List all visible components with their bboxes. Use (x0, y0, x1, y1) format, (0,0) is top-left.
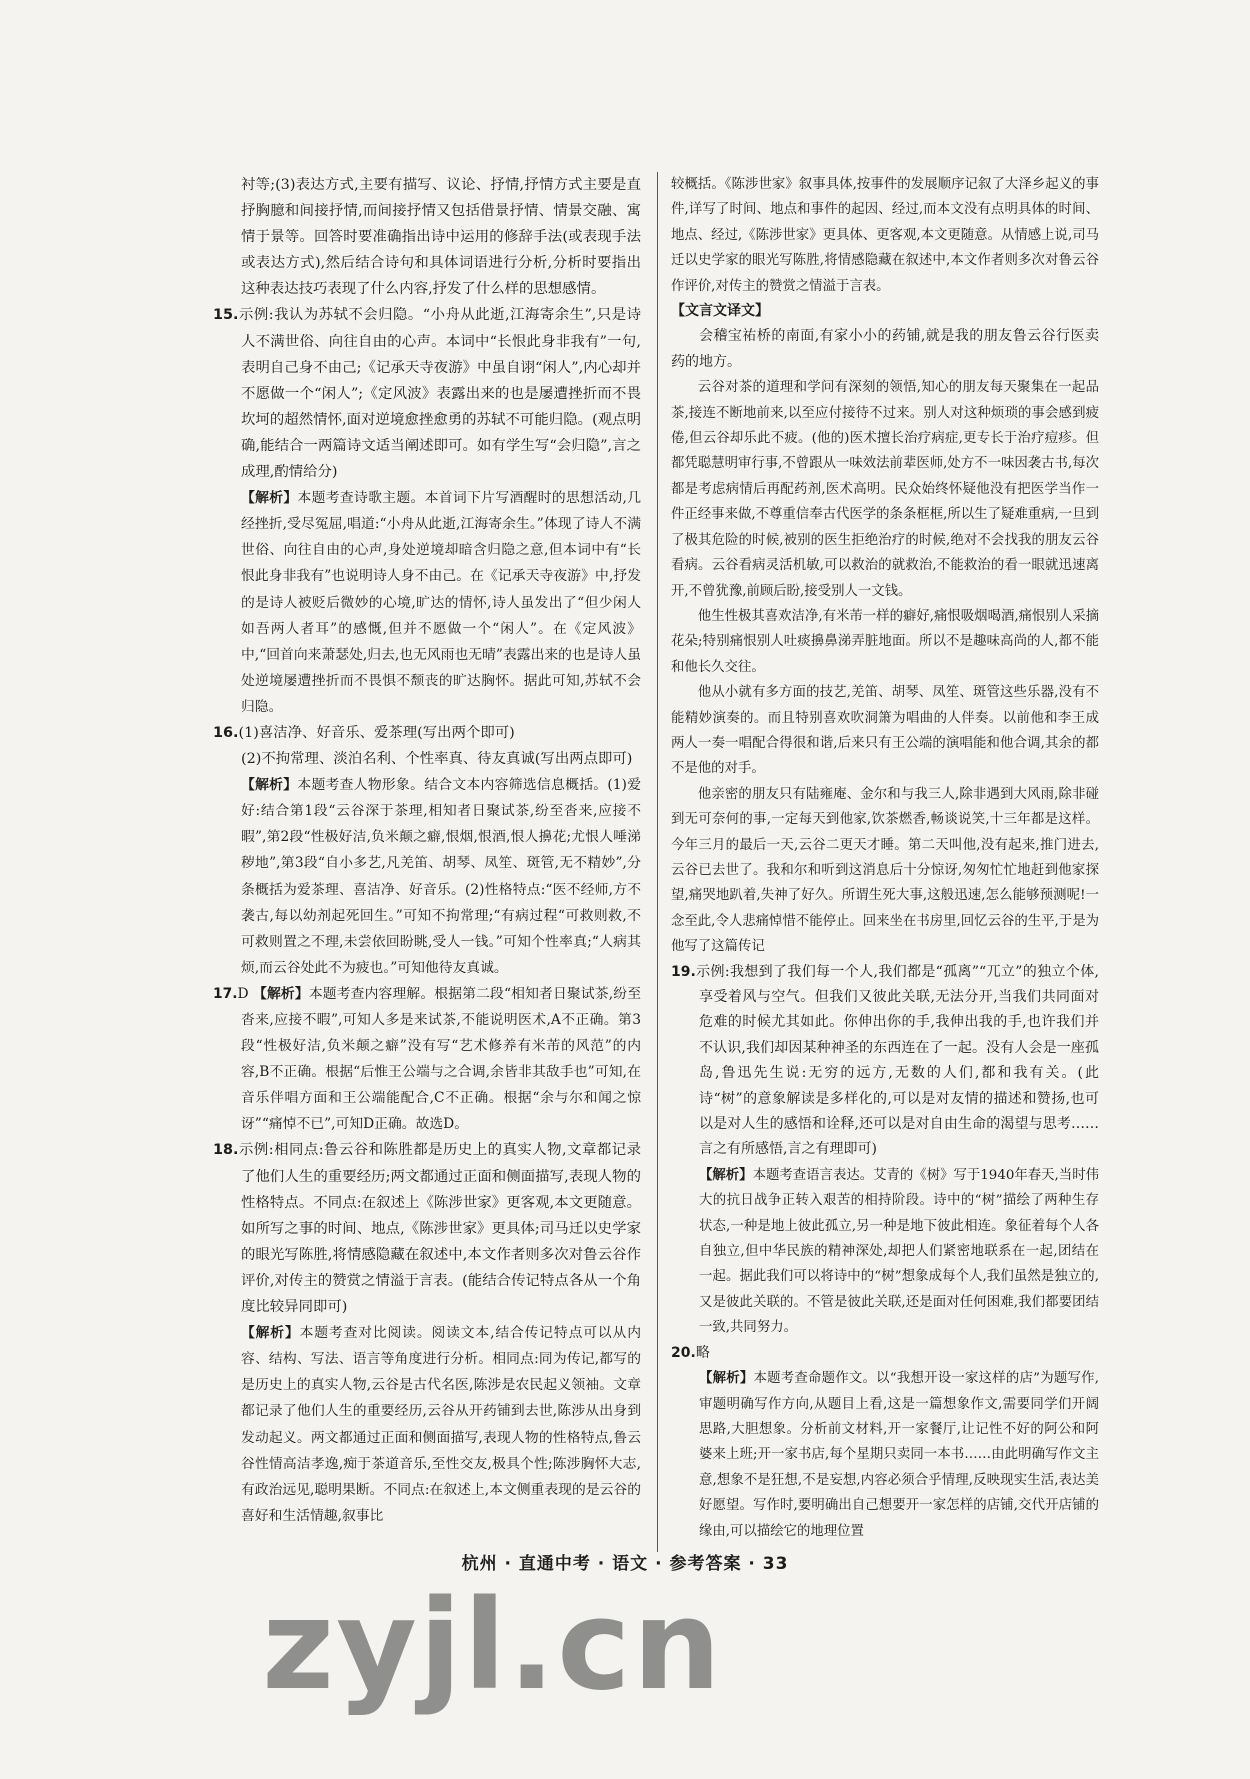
q18-analysis-continued: 较概括。《陈涉世家》叙事具体,按事件的发展顺序记叙了大泽乡起义的事件,详写了时间、地点和事件的起因、经过,而本文没有点明具体的时间、地点、经过,《陈涉世家》更具体、更客观,本文更随意。从情感上说,司马迁以史学家的眼光写陈胜,将情感隐藏在叙述中,本文作者则多次对鲁云谷作评价,对传主的赞赏之情溢于言表。 (671, 177, 1099, 294)
q15-analysis-label: 【解析】 (241, 490, 298, 507)
q18-analysis-label: 【解析】 (241, 1325, 300, 1342)
left-column (213, 172, 641, 1529)
q16-answer-1: (1)喜洁净、好音乐、爱茶理(写出两个即可) (238, 724, 515, 741)
q16-number: 16. (213, 724, 239, 741)
q19-answer (671, 960, 1099, 1163)
q15-analysis-text: 本题考查诗歌主题。本首词下片写酒醒时的思想活动,几经挫折,受尽冤屈,唱道:“小舟从此逝,江海寄余生。”体现了诗人不满世俗、向往自由的心声,身处逆境却暗含归隐之意,但本词中有“长恨此身非我有”也说明诗人身不由己。在《记承天寺夜游》中,抒发的是诗人被贬后微妙的心境,旷达的情怀,诗人虽发出了“但少闲人如吾两人者耳”的感慨,但并不愿做一个“闲人”。在《定风波》中,“回首向来萧瑟处,归去,也无风雨也无晴”表露出来的也是诗人虽处逆境屡遭挫折而不畏惧不颓丧的旷达胸怀。据此可知,苏轼不会归隐。 (241, 490, 641, 715)
translation-paragraph-2: 云谷对茶的道理和学问有深刻的领悟,知心的朋友每天聚集在一起品茶,接连不断地前来,以至应付接待不过来。别人对这种烦琐的事会感到疲倦,但云谷却乐此不疲。(他的)医术擅长治疗病症,更专长于治疗痘疹。但都凭聪慧明审行事,不曾跟从一味效法前辈医师,处方不一味因袭古书,每次都是考虑病情后再配药剂,医术高明。民众始终怀疑他没有把医学当作一件正经事来做,不尊重信奉古代医学的条条框框,所以生了疑难重病,一旦到了极其危险的时候,被别的医生拒绝治疗的时候,绝对不会找我的朋友云谷看病。云谷看病灵活机敏,可以救治的就救治,不能救治的看一眼就迅速离开,不曾犹豫,前顾后盼,接受别人一文钱。 (671, 380, 1099, 599)
q19-text: 示例:我想到了我们每一个人,我们都是“孤离”“兀立”的独立个体,享受着风与空气。但我们又彼此关联,无法分开,当我们共同面对危难的时候尤其如此。你伸出你的手,我伸出我的手,也许我们并不认识,我们却因某种神圣的东西连在了一起。没有人会是一座孤岛,鲁迅先生说:无穷的远方,无数的人们,都和我有关。(此诗“树”的意象解读是多样化的,可以是对友情的描述和赞扬,也可以是对人生的感悟和诠释,还可以是对自由生命的渴望与思考……言之有所感悟,言之有理即可) (695, 963, 1099, 1158)
q16-answer-2: (2)不拘常理、淡泊名利、个性率真、待友真诚(写出两点即可) (241, 751, 633, 768)
q15-number: 15. (213, 307, 239, 324)
q18-analysis-text: 本题考查对比阅读。阅读文本,结合传记特点可以从内容、结构、写法、语言等角度进行分析。相同点:同为传记,都写的是历史上的真实人物,云谷是古代名医,陈涉是农民起义领袖。文章都记录了他们人生的重要经历,云谷从开药铺到去世,陈涉从出身到发动起义。两文都通过正面和侧面描写,表现人物的性格特点,鲁云谷性情高洁孝逸,痴于茶道音乐,至性交友,极具个性;陈涉胸怀大志,有政治远见,聪明果断。不同点:在叙述上,本文侧重表现的是云谷的喜好和生活情趣,叙事比 (241, 1325, 641, 1524)
q20-answer (671, 1341, 1099, 1366)
q16-analysis-text: 本题考查人物形象。结合文本内容筛选信息概括。(1)爱好:结合第1段“云谷深于茶理,相知者日聚试茶,纷至沓来,应接不暇”,第2段“性极好洁,负米颠之癖,恨烟,恨酒,恨人擤花;尤恨人唾涕秽地”,第3段“自小多艺,凡羌笛、胡琴、凤笙、斑管,无不精妙”,分条概括为爱茶理、喜洁净、好音乐。(2)性格特点:“医不经师,方不袭古,每以幼剂起死回生。”可知不拘常理;“有病过程“可救则救,不可救则置之不理,未尝依回盼眺,受人一钱。”可知个性率真;“人病其烦,而云谷处此不为疲也。”可知他待友真诚。 (241, 777, 642, 976)
q18-number: 18. (213, 1142, 239, 1159)
watermark-logo: zyjl.cn (262, 1574, 723, 1718)
translation-paragraph-5: 他亲密的朋友只有陆雍庵、金尔和与我三人,除非遇到大风雨,除非碰到无可奈何的事,一定每天到他家,饮茶燃香,畅谈说笑,十三年都是这样。今年三月的最后一天,云谷二更天才睡。第二天叫他,没有起来,推门进去,云谷已去世了。我和尔和听到这消息后十分惊讶,匆匆忙忙地赶到他家探望,痛哭地趴着,失神了好久。所谓生死大事,这般迅速,怎么能够预测呢!一念至此,令人悲痛悼惜不能停止。回来坐在书房里,回忆云谷的生平,于是为他写了这篇传记 (671, 786, 1099, 955)
q19-number: 19. (671, 963, 696, 980)
q20-analysis (671, 1366, 1099, 1544)
q20-analysis-text: 本题考查命题作文。以“我想开设一家这样的店”为题写作,审题明确写作方向,从题目上看,这是一篇想象作文,需要同学们开阔思路,大胆想象。分析前文材料,开一家餐厅,让记性不好的阿公和阿婆来上班;开一家书店,每个星期只卖同一本书……由此明确写作文主意,想象不是狂想,不是妄想,内容必须合乎情理,反映现实生活,表达美好愿望。写作时,要明确出自己想要开一家怎样的店铺,交代开店铺的缘由,可以描绘它的地理位置 (699, 1371, 1099, 1539)
q17-answer (213, 981, 641, 1138)
q18-analysis (213, 1320, 641, 1529)
q15-analysis (213, 485, 641, 720)
q19-analysis-text: 本题考查语言表达。艾青的《树》写于1940年春天,当时伟大的抗日战争正转入艰苦的相持阶段。诗中的“树”描绘了两种生存状态,一种是地上彼此孤立,另一种是地下彼此相连。象征着每个人各自独立,但中华民族的精神深处,却把人们紧密地联系在一起,团结在一起。据此我们可以将诗中的“树”想象成每个人,我们虽然是独立的,又是彼此关联的。不管是彼此关联,还是面对任何困难,我们都要团结一致,共同努力。 (699, 1167, 1099, 1336)
q16-answer (213, 720, 641, 746)
q16-analysis (213, 772, 641, 981)
q19-analysis (671, 1163, 1099, 1341)
right-column (671, 172, 1099, 1544)
translation-title: 【文言文译文】 (671, 303, 769, 320)
q18-answer (213, 1137, 641, 1320)
q17-choice: D (237, 985, 249, 1002)
page-footer: 杭州 · 直通中考 · 语文 · 参考答案 · 33 (461, 1554, 789, 1574)
q15-text: 示例:我认为苏轼不会归隐。“小舟从此逝,江海寄余生”,只是诗人不满世俗、向往自由的心声。本词中“长恨此身非我有”一句,表明自己身不由己;《记承天寺夜游》中虽自诩“闲人”,内心却并不愿做一个“闲人”;《定风波》表露出来的也是屡遭挫折而不畏坎坷的超然情怀,面对逆境愈挫愈勇的苏轼不可能归隐。(观点明确,能结合一两篇诗文适当阐述即可。如有学生写“会归隐”,言之成理,酌情给分) (238, 307, 641, 481)
q18-text: 示例:相同点:鲁云谷和陈胜都是历史上的真实人物,文章都记录了他们人生的重要经历;两文都通过正面和侧面描写,表现人物的性格特点。不同点:在叙述上《陈涉世家》更客观,本文更随意。如所写之事的时间、地点,《陈涉世家》更具体;司马迁以史学家的眼光写陈胜,将情感隐藏在叙述中,本文作者则多次对鲁云谷作评价,对传主的赞赏之情溢于言表。(能结合传记特点各从一个角度比较异同即可) (238, 1142, 641, 1316)
q16-analysis-label: 【解析】 (241, 777, 298, 794)
q20-number: 20. (671, 1344, 696, 1361)
translation-paragraph-1: 会稽宝祐桥的南面,有家小小的药铺,就是我的朋友鲁云谷行医卖药的地方。 (671, 328, 1099, 370)
q15-answer (213, 302, 641, 485)
q19-analysis-label: 【解析】 (699, 1166, 753, 1183)
q17-analysis-text: 本题考查内容理解。根据第二段“相知者日聚试茶,纷至沓来,应接不暇”,可知人多是来试茶,不能说明医术,A不正确。第3段“性极好洁,负米颠之癖”没有写“艺术修养有米芾的风范”的内容,B不正确。根据“后惟王公端与之合调,余皆非其敌手也”可知,在音乐伴唱方面和王公端能配合,C不正确。根据“余与尔和闻之惊讶”“痛悼不已”,可知D正确。故选D。 (241, 985, 641, 1133)
q17-analysis-label: 【解析】 (253, 985, 309, 1002)
column-divider (657, 172, 658, 1552)
translation-paragraph-4: 他从小就有多方面的技艺,羌笛、胡琴、凤笙、斑管这些乐器,没有不能精妙演奏的。而且特别喜欢吹洞箫为唱曲的人伴奏。以前他和李王成两人一奏一唱配合得很和谐,后来只有王公端的演唱能和他合调,其余的都不是他的对手。 (671, 685, 1099, 777)
q20-analysis-label: 【解析】 (699, 1370, 754, 1387)
q20-text: 略 (695, 1344, 710, 1361)
q14-answer-tail: 衬等;(3)表达方式,主要有描写、议论、抒情,抒情方式主要是直抒胸臆和间接抒情,而间接抒情又包括借景抒情、情景交融、寓情于景等。回答时要准确指出诗中运用的修辞手法(或表现手法或表达方式),然后结合诗句和具体词语进行分析,分析时要指出这种表达技巧表现了什么内容,抒发了什么样的思想感情。 (241, 177, 641, 298)
translation-paragraph-3: 他生性极其喜欢洁净,有米芾一样的癖好,痛恨吸烟喝酒,痛恨别人采摘花朵;特别痛恨别人吐痰擤鼻涕弄脏地面。所以不是趣味高尚的人,都不能和他长久交往。 (671, 608, 1099, 675)
q17-number: 17. (213, 985, 238, 1002)
